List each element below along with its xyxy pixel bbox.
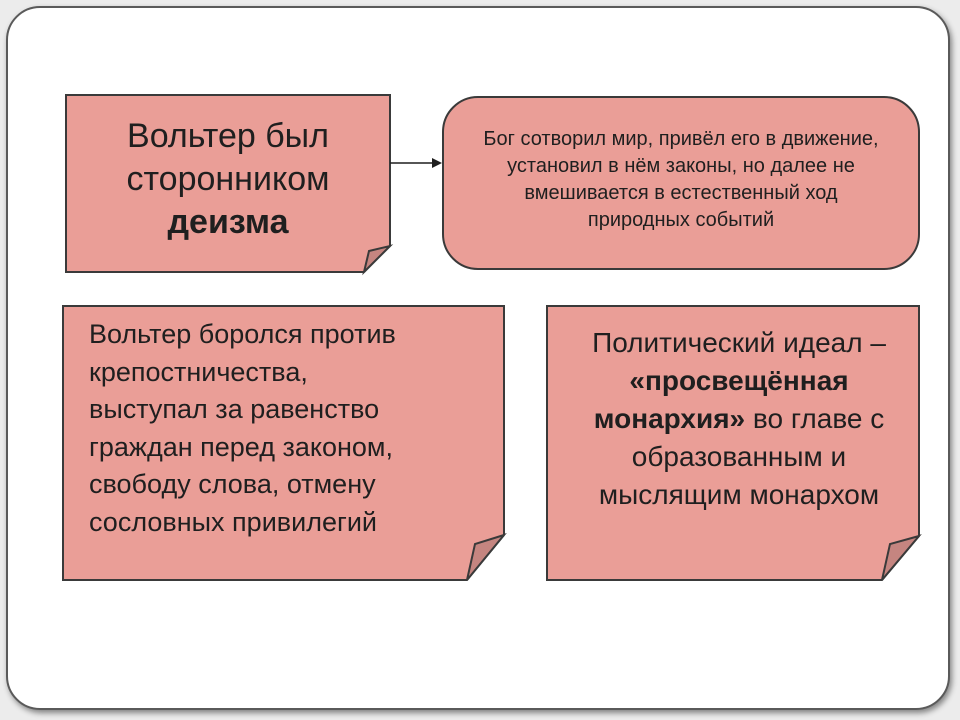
deism-line-1: Вольтер был (127, 116, 329, 155)
deism-line-2: сторонником (126, 159, 330, 198)
struggle-line-4: граждан перед законом, (89, 431, 393, 462)
struggle-note-text (89, 316, 489, 541)
ideal-line-2: «просвещённая (629, 365, 849, 396)
ideal-line-4: образованным и (631, 441, 847, 472)
struggle-line-3: выступал за равенство (89, 394, 380, 424)
ideal-note-text (553, 320, 925, 518)
deism-note (66, 95, 390, 272)
struggle-line-1: Вольтер боролся против (89, 319, 396, 349)
ideal-note (547, 306, 919, 580)
ideal-line-1: Политический идеал – (592, 327, 886, 358)
ideal-line-5: мыслящим монархом (598, 479, 880, 510)
ideal-line-3 (594, 400, 885, 438)
deism-line-3: деизма (167, 202, 289, 241)
deism-note-text (66, 95, 390, 263)
struggle-line-5: свободу слова, отмену (89, 469, 376, 499)
struggle-line-2: крепостничества, (89, 356, 308, 387)
ideal-line-3-rest: во главе с (745, 403, 885, 434)
connector-arrow (388, 152, 448, 174)
ideal-line-3-bold: монархия» (593, 403, 746, 434)
struggle-line-6: сословных привилегий (89, 506, 377, 537)
god-definition-text: Бог сотворил мир, привёл его в движение, установил в нём законы, но далее не вмешивается в естественный ход природных событий (483, 128, 879, 231)
struggle-note (63, 306, 504, 580)
god-definition-box (442, 96, 920, 270)
